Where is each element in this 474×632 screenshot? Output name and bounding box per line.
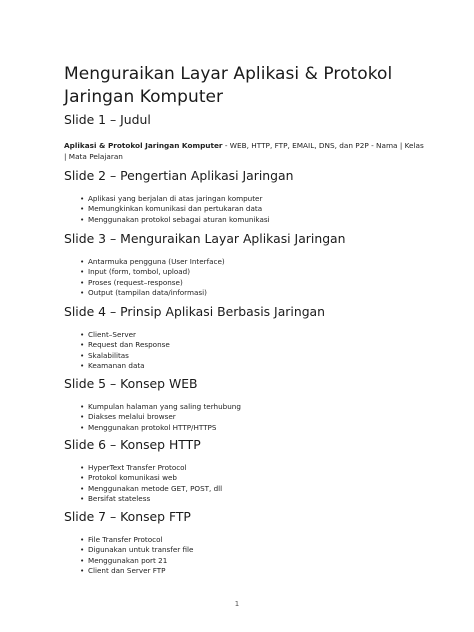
list-item: • Proses (request–response) <box>80 278 424 288</box>
list-item: • HyperText Transfer Protocol <box>80 463 424 473</box>
slide-6-heading: Slide 6 – Konsep HTTP <box>64 437 201 452</box>
slide-7-bullet-list <box>80 535 424 577</box>
slide-1-section <box>64 112 424 162</box>
list-item: • Bersifat stateless <box>80 494 424 504</box>
slide-2-heading: Slide 2 – Pengertian Aplikasi Jaringan <box>64 168 294 183</box>
slide-4-bullet-list <box>80 330 424 372</box>
slide-3-bullet-list <box>80 257 424 299</box>
slide-1-paragraph <box>64 140 424 162</box>
list-item: • File Transfer Protocol <box>80 535 424 545</box>
slide-4-section <box>64 304 424 372</box>
list-item: • Skalabilitas <box>80 351 424 361</box>
document-title: Menguraikan Layar Aplikasi & Protokol Jaringan Komputer <box>64 64 393 107</box>
slide-6-bullet-list <box>80 463 424 505</box>
list-item: • Digunakan untuk transfer file <box>80 545 424 555</box>
list-item: • Request dan Response <box>80 340 424 350</box>
slide-4-heading: Slide 4 – Prinsip Aplikasi Berbasis Jaringan <box>64 304 326 319</box>
list-item: • Keamanan data <box>80 361 424 371</box>
list-item: • Menggunakan protokol sebagai aturan komunikasi <box>80 215 424 225</box>
slide-5-heading: Slide 5 – Konsep WEB <box>64 376 198 391</box>
slide-1-paragraph-bold: Aplikasi & Protokol Jaringan Komputer <box>64 141 223 150</box>
list-item: • Menggunakan port 21 <box>80 556 424 566</box>
list-item: • Memungkinkan komunikasi dan pertukaran data <box>80 204 424 214</box>
slide-5-bullet-list <box>80 402 424 433</box>
slide-3-heading: Slide 3 – Menguraikan Layar Aplikasi Jaringan <box>64 231 346 246</box>
list-item: • Diakses melalui browser <box>80 412 424 422</box>
list-item: • Antarmuka pengguna (User Interface) <box>80 257 424 267</box>
slide-2-section <box>64 168 424 225</box>
list-item: • Menggunakan metode GET, POST, dll <box>80 484 424 494</box>
slide-2-bullet-list <box>80 194 424 225</box>
slide-1-paragraph-rest: - WEB, HTTP, FTP, EMAIL, DNS, dan P2P - Nama | Kelas | Mata Pelajaran <box>64 141 424 161</box>
slide-3-section <box>64 231 424 299</box>
slide-6-section <box>64 437 424 505</box>
slide-1-heading: Slide 1 – Judul <box>64 112 151 127</box>
list-item: • Client dan Server FTP <box>80 566 424 576</box>
slide-5-section <box>64 376 424 433</box>
list-item: • Menggunakan protokol HTTP/HTTPS <box>80 423 424 433</box>
list-item: • Client–Server <box>80 330 424 340</box>
list-item: • Protokol komunikasi web <box>80 473 424 483</box>
list-item: • Output (tampilan data/informasi) <box>80 288 424 298</box>
list-item: • Aplikasi yang berjalan di atas jaringan komputer <box>80 194 424 204</box>
list-item: • Kumpulan halaman yang saling terhubung <box>80 402 424 412</box>
slide-7-heading: Slide 7 – Konsep FTP <box>64 509 191 524</box>
page-number: 1 <box>234 600 240 608</box>
slide-7-section <box>64 509 424 577</box>
list-item: • Input (form, tombol, upload) <box>80 267 424 277</box>
